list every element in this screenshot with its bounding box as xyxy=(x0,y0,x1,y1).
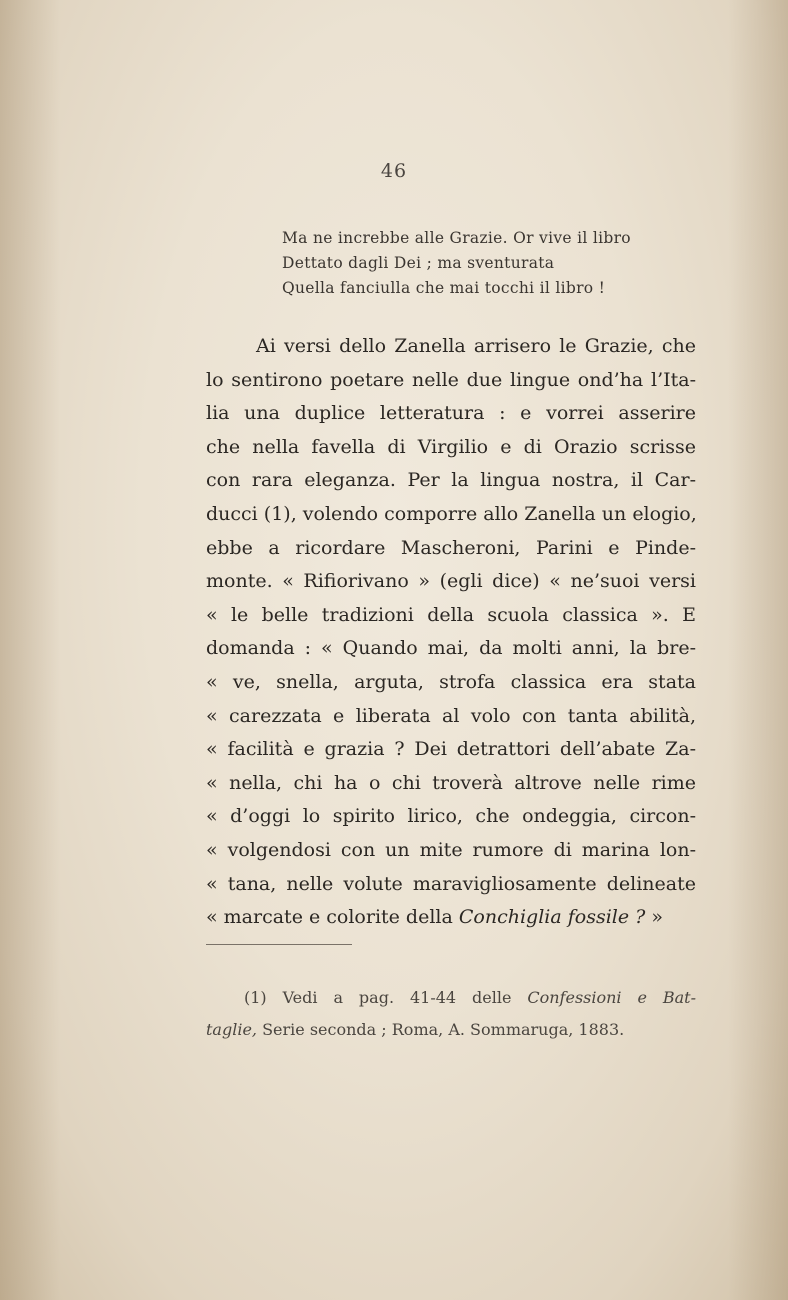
footnote xyxy=(206,982,696,1046)
text-line: che nella favella di Virgilio e di Orazio scrisse xyxy=(206,435,696,458)
text-line: ducci (1), volendo comporre allo Zanella un elogio, xyxy=(206,502,697,525)
page-number: 46 xyxy=(380,160,408,182)
text-line: monte. « Rifiorivano » (egli dice) « ne’suoi versi xyxy=(206,570,696,593)
text-line: lia una duplice letteratura : e vorrei asserire xyxy=(206,402,696,425)
footnote-divider xyxy=(206,944,352,945)
text-line: ebbe a ricordare Mascheroni, Parini e Pinde- xyxy=(206,536,696,559)
text-line-final-prefix: « marcate e colorite della xyxy=(206,906,459,929)
italic-title: Conchiglia fossile ? xyxy=(458,906,646,929)
text-line: lo sentirono poetare nelle due lingue ond’ha l’Ita- xyxy=(206,368,696,391)
footnote-line xyxy=(206,982,696,1014)
footnote-line2-text: Serie seconda ; Roma, A. Sommaruga, 1883. xyxy=(257,1020,625,1039)
footnote-italic-title-cont: taglie, xyxy=(206,1020,257,1039)
epigraph-line: Ma ne increbbe alle Grazie. Or vive il libro xyxy=(282,229,631,247)
epigraph-line: Quella fanciulla che mai tocchi il libro ! xyxy=(282,279,606,297)
text-line: « volgendosi con un mite rumore di marina lon- xyxy=(206,838,696,861)
text-line: « carezzata e liberata al volo con tanta abilità, xyxy=(206,704,696,727)
epigraph-line: Dettato dagli Dei ; ma sventurata xyxy=(282,254,555,272)
body-paragraph xyxy=(206,330,696,935)
closing-quote: » xyxy=(645,906,663,929)
text-line: « nella, chi ha o chi troverà altrove nelle rime xyxy=(206,771,696,794)
text-line: « facilità e grazia ? Dei detrattori dell’abate Za- xyxy=(206,738,696,761)
text-line: domanda : « Quando mai, da molti anni, la bre- xyxy=(206,637,696,660)
text-line: « d’oggi lo spirito lirico, che ondeggia, circon- xyxy=(206,805,696,828)
text-line: « tana, nelle volute maravigliosamente delineate xyxy=(206,872,696,895)
footnote-italic-title: Confessioni e Bat- xyxy=(527,988,697,1007)
text-line: « le belle tradizioni della scuola classica ». E xyxy=(206,603,696,626)
footnote-line xyxy=(206,1014,696,1046)
epigraph-verse xyxy=(282,226,702,301)
text-line: Ai versi dello Zanella arrisero le Grazie, che xyxy=(256,335,696,357)
footnote-line1-text: (1) Vedi a pag. 41-44 delle xyxy=(244,988,528,1007)
page-edge-shadow-left xyxy=(0,0,60,1300)
text-line-final xyxy=(206,901,696,935)
text-line: « ve, snella, arguta, strofa classica era stata xyxy=(206,670,696,693)
page-edge-shadow-right xyxy=(728,0,788,1300)
text-line: con rara eleganza. Per la lingua nostra, il Car- xyxy=(206,469,696,492)
